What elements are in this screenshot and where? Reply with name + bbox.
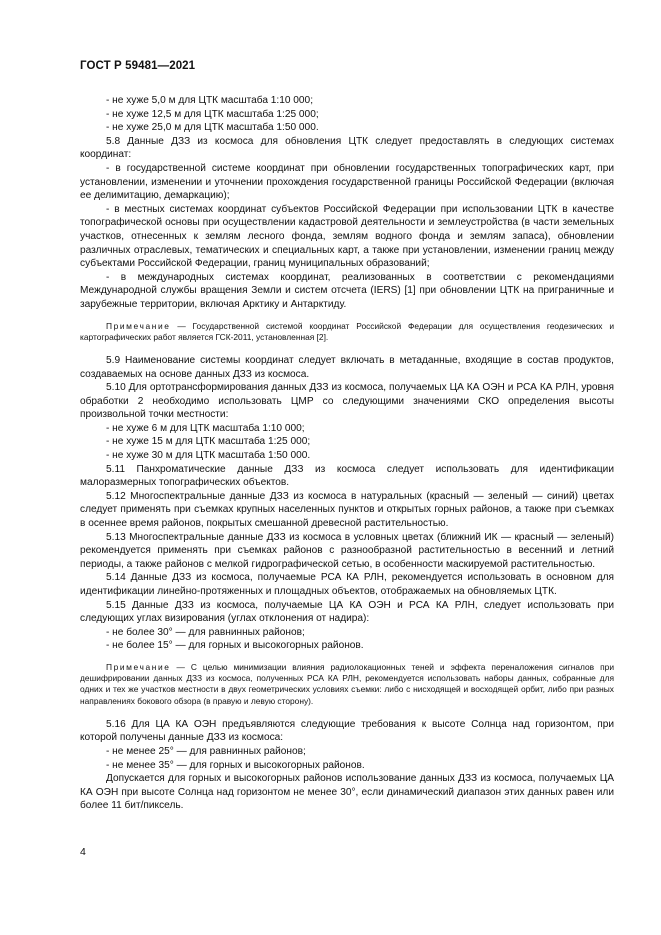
block-1 — [80, 94, 614, 312]
paragraph-5-13: 5.13 Многоспектральные данные ДЗЗ из космоса в условных цветах (ближний ИК — красный — зеленый) рекомендуется применять при съемках районов с разнообразной растительностью в весенний и летний периоды, а также районов с мелкой гидрографической сетью, в особенности маскируемой растительностью. — [80, 531, 614, 570]
list-item: - не менее 25° — для равнинных районов; — [106, 745, 306, 757]
note-label: Примечание — [106, 320, 171, 331]
document-header: ГОСТ Р 59481—2021 — [80, 60, 196, 72]
list-item: - не хуже 15 м для ЦТК масштаба 1:25 000; — [106, 436, 311, 448]
list-item: - не хуже 6 м для ЦТК масштаба 1:10 000; — [106, 422, 305, 434]
list-item: - не хуже 12,5 м для ЦТК масштаба 1:25 000; — [106, 108, 319, 120]
paragraph-5-15: 5.15 Данные ДЗЗ из космоса, получаемые ЦА КА ОЭН и РСА КА РЛН, следует использовать при следующих углах визирования (углах отклонения от надира): — [80, 599, 614, 625]
block-3 — [80, 718, 614, 813]
list-item: - не более 30° — для равнинных районов; — [106, 626, 305, 638]
note-text: — Государственной системой координат Российской Федерации для осуществления геодезических и картографических работ является ГСК-2011, установленная [2]. — [80, 320, 614, 342]
list-item: - не хуже 25,0 м для ЦТК масштаба 1:50 000. — [106, 122, 319, 134]
paragraph-5-11: 5.11 Панхроматические данные ДЗЗ из космоса следует использовать для идентификации малоразмерных топографических объектов. — [80, 463, 614, 489]
list-item: - не хуже 30 м для ЦТК масштаба 1:50 000. — [106, 450, 311, 462]
paragraph-5-16: 5.16 Для ЦА КА ОЭН предъявляются следующие требования к высоте Солнца над горизонтом, при которой получены данные ДЗЗ из космоса: — [80, 718, 614, 744]
paragraph-5-14: 5.14 Данные ДЗЗ из космоса, получаемые РСА КА РЛН, рекомендуется использовать в основном для идентификации линейно-протяженных и площадных объектов, отображаемых на обновляемых ЦТК. — [80, 572, 614, 597]
list-item: - не более 15° — для горных и высокогорных районов. — [106, 640, 364, 652]
page-number: 4 — [80, 846, 86, 858]
note-2 — [80, 662, 614, 707]
list-item: - не хуже 5,0 м для ЦТК масштаба 1:10 000; — [106, 95, 314, 106]
list-item: - в местных системах координат субъектов Российской Федерации при использовании ЦТК в качестве топографической основы при осуществлении кадастровой деятельности и землеустройства (в части земельных участков, отнесенных к землям лесного фонда, землям водного фонда и землям запаса), обновлении различных отраслевых, тематических и специальных карт, а также при установлении, изменении границ между субъектами Российской Федерации, границ муниципальных образований; — [80, 203, 614, 270]
note-label: Примечание — [106, 661, 171, 672]
paragraph-permission: Допускается для горных и высокогорных районов использование данных ДЗЗ из космоса, получаемых ЦА КА ОЭН при высоте Солнца над горизонтом не менее 30°, если динамический диапазон этих данных равен или более 11 бит/пиксель. — [80, 773, 614, 812]
paragraph-5-9: 5.9 Наименование системы координат следует включать в метаданные, входящие в состав продуктов, создаваемых на основе данных ДЗЗ из космоса. — [80, 354, 614, 380]
paragraph-5-8: 5.8 Данные ДЗЗ из космоса для обновления ЦТК следует предоставлять в следующих системах координат: — [80, 135, 614, 161]
list-item: - не менее 35° — для горных и высокогорных районов. — [106, 759, 365, 771]
note-1 — [80, 321, 614, 343]
paragraph-5-10: 5.10 Для ортотрансформирования данных ДЗЗ из космоса, получаемых ЦА КА ОЭН и РСА КА РЛН, уровня обработки 2 необходимо использовать ЦМР со следующими значениями СКО определения высоты произвольной точки местности: — [80, 382, 614, 421]
paragraph-5-12: 5.12 Многоспектральные данные ДЗЗ из космоса в натуральных (красный — зеленый — синий) цветах следует применять при съемках крупных населенных пунктов и открытых горных районов, а также при съемках в осеннее время районов, покрытых смешанной древесной растительностью. — [80, 490, 614, 530]
note-text: — С целью минимизации влияния радиолокационных теней и эффекта переналожения сигналов при дешифрировании данных ДЗЗ из космоса, полученных РСА КА РЛН, рекомендуется использовать наборы данных, собранные для одних и тех же участков местности в двух геометрических условиях съемки: либо с нисходящей и восходящей орбит, либо при разных направлениях бокового обзора (в правую и левую сторону). — [80, 661, 614, 706]
list-item: - в международных системах координат, реализованных в соответствии с рекомендациями Международной службы вращения Земли и систем отсчета (IERS) [1] при обновлении ЦТК на приграничные и зарубежные территории, включая Арктику и Антарктиду. — [80, 271, 614, 310]
document-body — [80, 94, 614, 813]
block-2 — [80, 354, 614, 653]
list-item: - в государственной системе координат при обновлении государственных топографических карт, при установлении, изменении и уточнении прохождения государственной границы Российской Федерации (включая ее делимитацию, демаркацию); — [80, 162, 614, 202]
